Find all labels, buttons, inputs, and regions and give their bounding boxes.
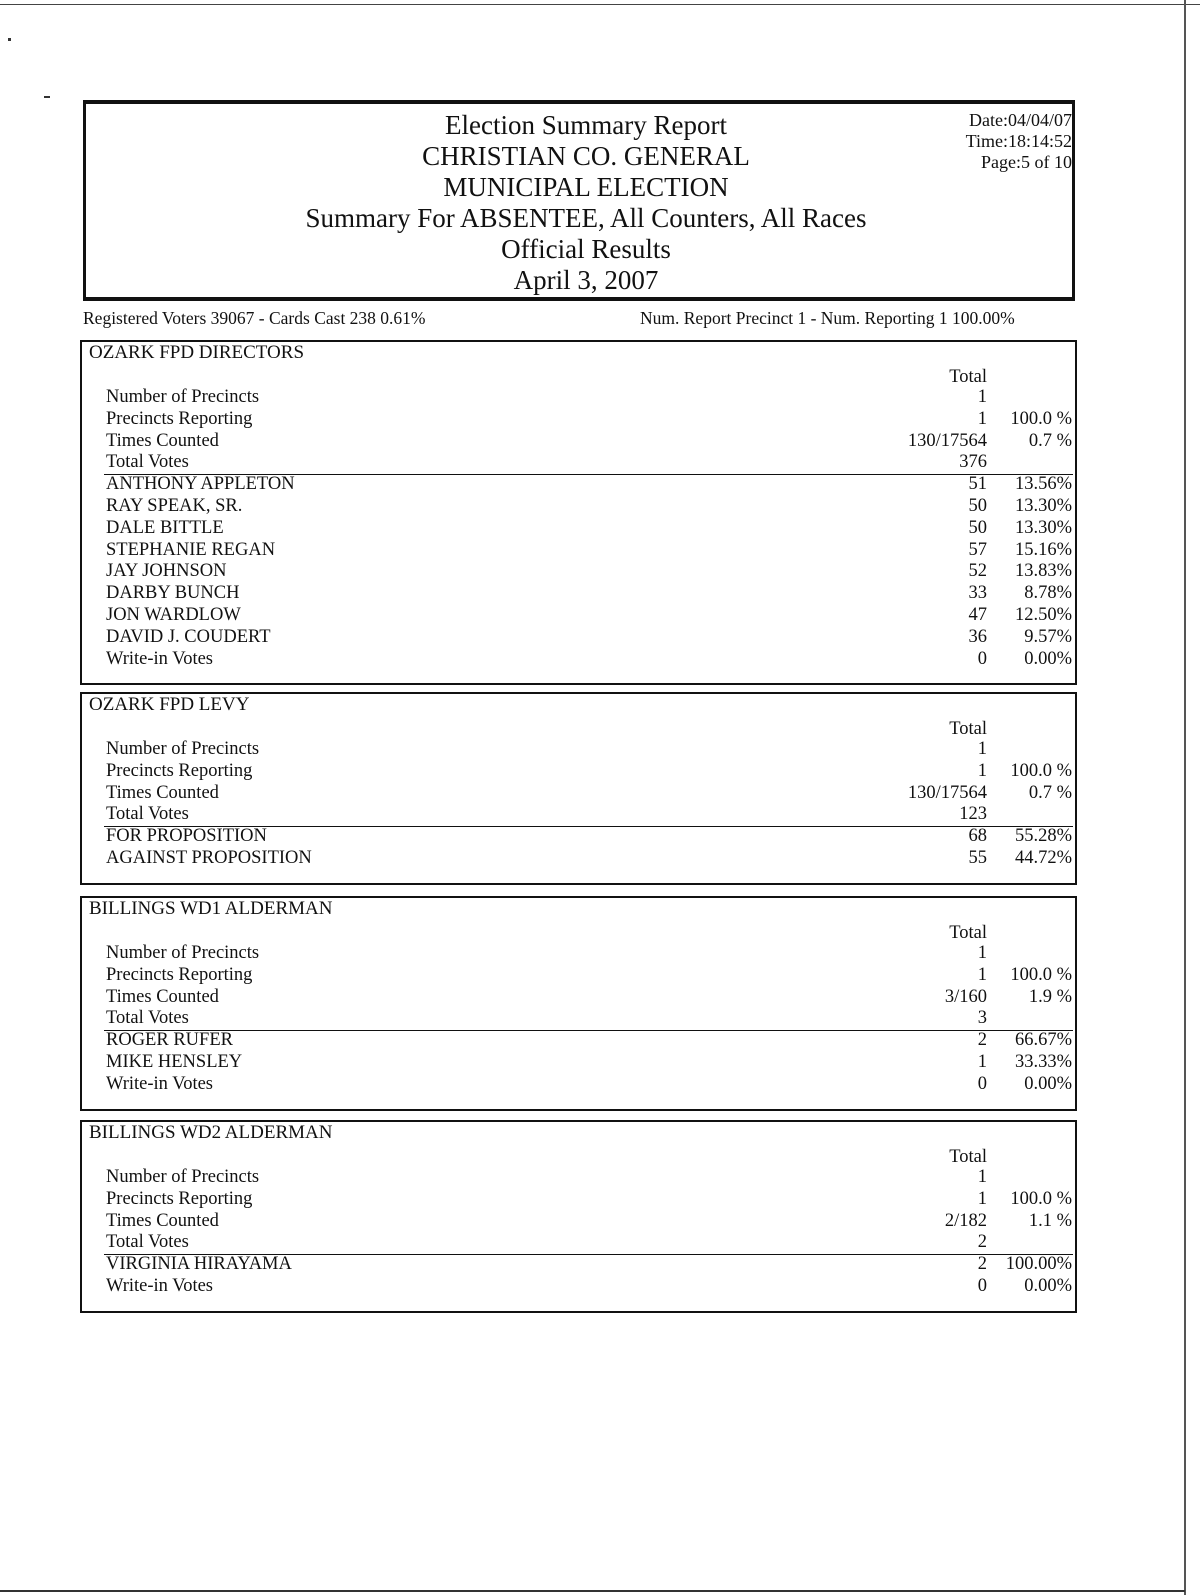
race-section: [80, 896, 1077, 1111]
row-label: Number of Precincts: [106, 387, 260, 407]
row-label: DAVID J. COUDERT: [106, 626, 271, 647]
candidate-row: [82, 847, 1075, 869]
row-label: Write-in Votes: [106, 648, 213, 669]
row-percent: 66.67%: [1014, 1030, 1072, 1051]
stat-row: [82, 738, 1075, 760]
row-value: 1: [977, 408, 987, 429]
row-value: 2: [977, 1232, 987, 1253]
candidate-row: [82, 582, 1075, 604]
row-label: ROGER RUFER: [106, 1030, 233, 1051]
candidate-row: [82, 825, 1075, 847]
race-section: [80, 1120, 1077, 1313]
total-column-header: Total: [949, 719, 987, 739]
county-name: CHRISTIAN CO. GENERAL: [422, 141, 750, 171]
race-title: BILLINGS WD2 ALDERMAN: [89, 1122, 333, 1143]
row-percent: 13.83%: [1014, 561, 1072, 582]
row-value: 1: [977, 964, 987, 985]
candidate-row: [82, 473, 1075, 495]
row-value: 0: [977, 1073, 987, 1094]
row-percent: 0.00%: [1024, 1073, 1072, 1094]
row-value: 1: [977, 1188, 987, 1209]
stat-row: [82, 1231, 1075, 1253]
row-label: DALE BITTLE: [106, 517, 224, 538]
row-value: 0: [977, 648, 987, 669]
row-value: 1: [977, 387, 987, 407]
election-name: MUNICIPAL ELECTION: [443, 172, 729, 202]
candidate-row: [82, 1073, 1075, 1095]
stat-row: [82, 1007, 1075, 1029]
election-date: April 3, 2007: [513, 265, 659, 295]
stat-row: [82, 386, 1075, 408]
row-label: Total Votes: [106, 452, 189, 473]
row-value: 130/17564: [907, 782, 987, 803]
row-label: FOR PROPOSITION: [106, 826, 267, 847]
total-column-header: Total: [949, 923, 987, 943]
row-percent: 12.50%: [1014, 605, 1072, 625]
row-label: Precincts Reporting: [106, 964, 253, 985]
row-label: Write-in Votes: [106, 1073, 213, 1094]
row-value: 376: [959, 452, 987, 473]
registered-voters-summary: Registered Voters 39067 - Cards Cast 238 0.61%: [83, 308, 426, 328]
candidate-row: [82, 1253, 1075, 1275]
stat-row: [82, 760, 1075, 782]
row-label: VIRGINIA HIRAYAMA: [106, 1254, 292, 1275]
row-label: Times Counted: [106, 986, 219, 1007]
row-percent: 100.0 %: [1010, 408, 1072, 429]
scan-speck: [8, 38, 11, 41]
row-percent: 13.30%: [1014, 517, 1072, 538]
race-title: OZARK FPD DIRECTORS: [89, 342, 305, 363]
row-percent: 15.16%: [1014, 539, 1072, 560]
row-value: 3: [977, 1008, 987, 1029]
stat-row: [82, 964, 1075, 986]
row-label: ANTHONY APPLETON: [106, 474, 295, 495]
row-percent: 0.7 %: [1028, 430, 1072, 451]
row-value: 33: [968, 583, 987, 604]
row-value: 0: [977, 1276, 987, 1296]
row-value: 68: [968, 826, 987, 847]
candidate-row: [82, 626, 1075, 648]
total-column-header: Total: [949, 367, 987, 387]
report-title: Election Summary Report: [445, 110, 727, 140]
stat-row: [82, 1188, 1075, 1210]
row-label: Times Counted: [106, 430, 219, 451]
row-value: 123: [959, 804, 987, 825]
race-section: [80, 340, 1077, 685]
row-value: 47: [968, 605, 987, 625]
row-label: Total Votes: [106, 804, 189, 825]
stat-row: [82, 803, 1075, 825]
row-label: Total Votes: [106, 1008, 189, 1029]
scan-edge-bottom: [0, 1590, 1185, 1592]
row-value: 1: [977, 760, 987, 781]
row-value: 52: [968, 561, 987, 582]
row-label: Precincts Reporting: [106, 1188, 253, 1209]
results-status: Official Results: [501, 234, 671, 264]
row-percent: 0.00%: [1024, 1276, 1072, 1296]
total-column-header: Total: [949, 1147, 987, 1167]
race-section: [80, 692, 1077, 885]
row-label: STEPHANIE REGAN: [106, 539, 276, 560]
candidate-row: [82, 560, 1075, 582]
row-value: 1: [977, 739, 987, 759]
stat-row: [82, 451, 1075, 473]
row-label: Number of Precincts: [106, 1167, 260, 1187]
report-date: Date:04/04/07: [969, 110, 1072, 130]
scan-edge-right: [1184, 0, 1186, 1595]
candidate-row: [82, 1275, 1075, 1297]
row-percent: 13.56%: [1014, 474, 1072, 495]
race-title: BILLINGS WD1 ALDERMAN: [89, 898, 333, 919]
row-label: Times Counted: [106, 1210, 219, 1231]
row-label: Total Votes: [106, 1232, 189, 1253]
row-label: JON WARDLOW: [106, 605, 241, 625]
row-percent: 13.30%: [1014, 496, 1072, 516]
row-value: 130/17564: [907, 430, 987, 451]
race-title: OZARK FPD LEVY: [89, 694, 250, 715]
precinct-reporting-summary: Num. Report Precinct 1 - Num. Reporting 1 100.00%: [640, 308, 1015, 328]
row-value: 2: [977, 1254, 987, 1275]
row-percent: 9.57%: [1024, 626, 1072, 647]
scan-edge-top: [0, 4, 1200, 5]
report-meta: [966, 110, 1072, 173]
row-percent: 0.00%: [1024, 648, 1072, 669]
row-percent: 1.1 %: [1028, 1210, 1072, 1231]
row-label: Precincts Reporting: [106, 408, 253, 429]
stat-row: [82, 782, 1075, 804]
stat-row: [82, 1166, 1075, 1188]
candidate-row: [82, 517, 1075, 539]
row-label: Number of Precincts: [106, 739, 260, 759]
row-label: Times Counted: [106, 782, 219, 803]
row-label: JAY JOHNSON: [106, 561, 227, 582]
candidate-row: [82, 648, 1075, 670]
row-percent: 100.0 %: [1010, 1188, 1072, 1209]
row-value: 1: [977, 1167, 987, 1187]
row-percent: 1.9 %: [1028, 986, 1072, 1007]
row-percent: 100.00%: [1005, 1254, 1072, 1275]
candidate-row: [82, 1029, 1075, 1051]
row-percent: 100.0 %: [1010, 964, 1072, 985]
candidate-row: [82, 495, 1075, 517]
stat-row: [82, 1210, 1075, 1232]
row-label: RAY SPEAK, SR.: [106, 496, 243, 516]
row-label: AGAINST PROPOSITION: [106, 848, 312, 868]
row-value: 57: [968, 539, 987, 560]
row-value: 50: [968, 496, 987, 516]
row-percent: 8.78%: [1024, 583, 1072, 604]
stat-row: [82, 408, 1075, 430]
row-label: Precincts Reporting: [106, 760, 253, 781]
row-label: MIKE HENSLEY: [106, 1052, 243, 1072]
row-value: 1: [977, 943, 987, 963]
row-percent: 44.72%: [1014, 848, 1072, 868]
row-percent: 33.33%: [1014, 1052, 1072, 1072]
report-time: Time:18:14:52: [965, 131, 1072, 151]
report-title-block: [86, 110, 1086, 296]
report-header: [83, 100, 1075, 301]
row-label: DARBY BUNCH: [106, 583, 240, 604]
row-value: 3/160: [944, 986, 987, 1007]
candidate-row: [82, 539, 1075, 561]
row-percent: 100.0 %: [1010, 760, 1072, 781]
row-value: 51: [968, 474, 987, 495]
row-value: 55: [968, 848, 987, 868]
row-value: 50: [968, 517, 987, 538]
candidate-row: [82, 1051, 1075, 1073]
summary-scope: Summary For ABSENTEE, All Counters, All Races: [305, 203, 867, 233]
row-label: Number of Precincts: [106, 943, 260, 963]
stat-row: [82, 986, 1075, 1008]
row-value: 36: [968, 626, 987, 647]
row-percent: 0.7 %: [1028, 782, 1072, 803]
stat-row: [82, 430, 1075, 452]
candidate-row: [82, 604, 1075, 626]
row-label: Write-in Votes: [106, 1276, 213, 1296]
row-value: 2/182: [944, 1210, 987, 1231]
page-number: Page:5 of 10: [981, 152, 1072, 172]
row-percent: 55.28%: [1014, 826, 1072, 847]
row-value: 2: [977, 1030, 987, 1051]
scan-speck: [44, 96, 50, 98]
stat-row: [82, 942, 1075, 964]
row-value: 1: [977, 1052, 987, 1072]
